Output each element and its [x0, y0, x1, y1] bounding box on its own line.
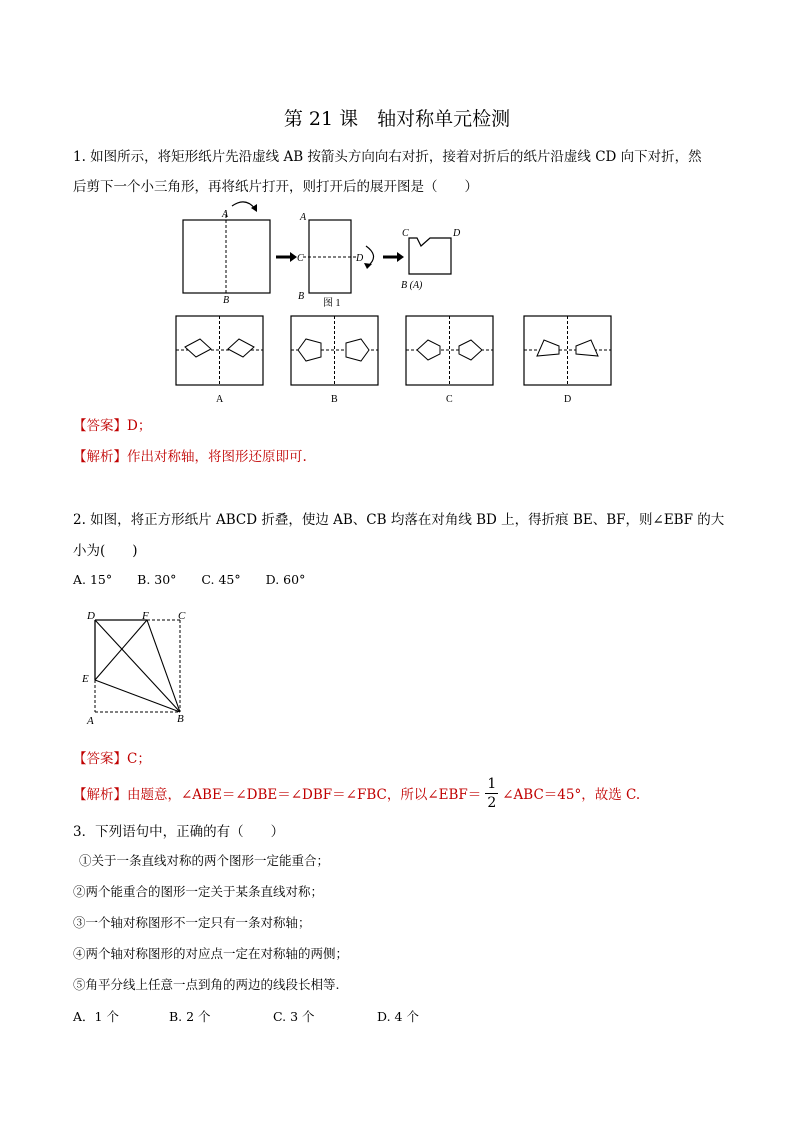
fig2-label-f: F: [142, 610, 149, 622]
fig2-label-e: E: [82, 673, 89, 685]
fig1-label-a2: A: [300, 212, 307, 223]
q1-text-line1: 1. 如图所示，将矩形纸片先沿虚线 AB 按箭头方向向右对折，接着对折后的纸片沿虚线 CD 向下对折，然: [73, 149, 702, 165]
option-c-label: C: [446, 394, 453, 405]
q3-item-4: ④两个轴对称图形的对应点一定在对称轴的两侧；: [73, 946, 349, 961]
fig2-label-b: B: [177, 713, 184, 725]
q2-analysis-post: ∠ABC＝45°，故选 C.: [502, 787, 641, 803]
q3-stem: 3．下列语句中，正确的有（ ）: [73, 824, 285, 840]
q1-analysis-text: 作出对称轴，将图形还原即可.: [127, 449, 307, 465]
fig2-label-a: A: [87, 715, 94, 727]
fig1-label-b: B: [223, 295, 230, 306]
q2-analysis-tag: 【解析】: [73, 787, 127, 803]
q1-answer-tag: 【答案】: [73, 418, 127, 434]
q3-item-5: ⑤角平分线上任意一点到角的两边的线段长相等.: [73, 977, 340, 992]
page-title: 第 21 课 轴对称单元检测: [283, 108, 511, 130]
option-a-label: A: [216, 394, 224, 405]
q2-analysis-pre: 由题意，∠ABE＝∠DBE＝∠DBF＝∠FBC，所以∠EBF＝: [127, 787, 482, 803]
fig2-label-c: C: [178, 610, 186, 622]
q2-fraction-denominator: 2: [487, 794, 497, 811]
fig1-label-ba: B (A): [401, 280, 423, 291]
fig2-label-d: D: [87, 610, 95, 622]
q2-options: A. 15° B. 30° C. 45° D. 60°: [73, 572, 306, 587]
option-d-label: D: [564, 394, 572, 405]
q2-answer-tag: 【答案】: [73, 751, 127, 767]
q2-text-line2: 小为( ): [73, 543, 138, 559]
q2-answer-value: C；: [127, 751, 151, 767]
q3-item-2: ②两个能重合的图形一定关于某条直线对称；: [73, 884, 324, 899]
fig1-label-a: A: [222, 209, 229, 220]
q1-text-line2: 后剪下一个小三角形，再将纸片打开，则打开后的展开图是（ ）: [73, 179, 478, 195]
fig1-label-c3: C: [402, 228, 409, 239]
option-b-label: B: [331, 394, 338, 405]
q2-analysis: [73, 773, 640, 813]
q1-analysis-tag: 【解析】: [73, 449, 127, 465]
fig1-label-c: C: [297, 253, 304, 264]
q3-item-3: ③一个轴对称图形不一定只有一条对称轴；: [73, 915, 311, 930]
q1-answer-value: D；: [127, 418, 152, 434]
fig1-label-d: D: [356, 253, 364, 264]
q2-fraction: [485, 777, 498, 810]
q2-fraction-numerator: 1: [487, 775, 497, 792]
q3-item-1: ①关于一条直线对称的两个图形一定能重合；: [79, 853, 330, 868]
q2-answer: [73, 747, 151, 767]
fig1-caption: 图 1: [323, 298, 341, 309]
fig1-label-b2: B: [298, 291, 305, 302]
q2-text-line1: 2. 如图，将正方形纸片 ABCD 折叠，使边 AB、CB 均落在对角线 BD 上，得折痕 BE、BF，则∠EBF 的大: [73, 512, 725, 528]
fig1-label-d3: D: [453, 228, 461, 239]
q3-options: A．1 个 B. 2 个 C. 3 个 D. 4 个: [73, 1009, 419, 1024]
